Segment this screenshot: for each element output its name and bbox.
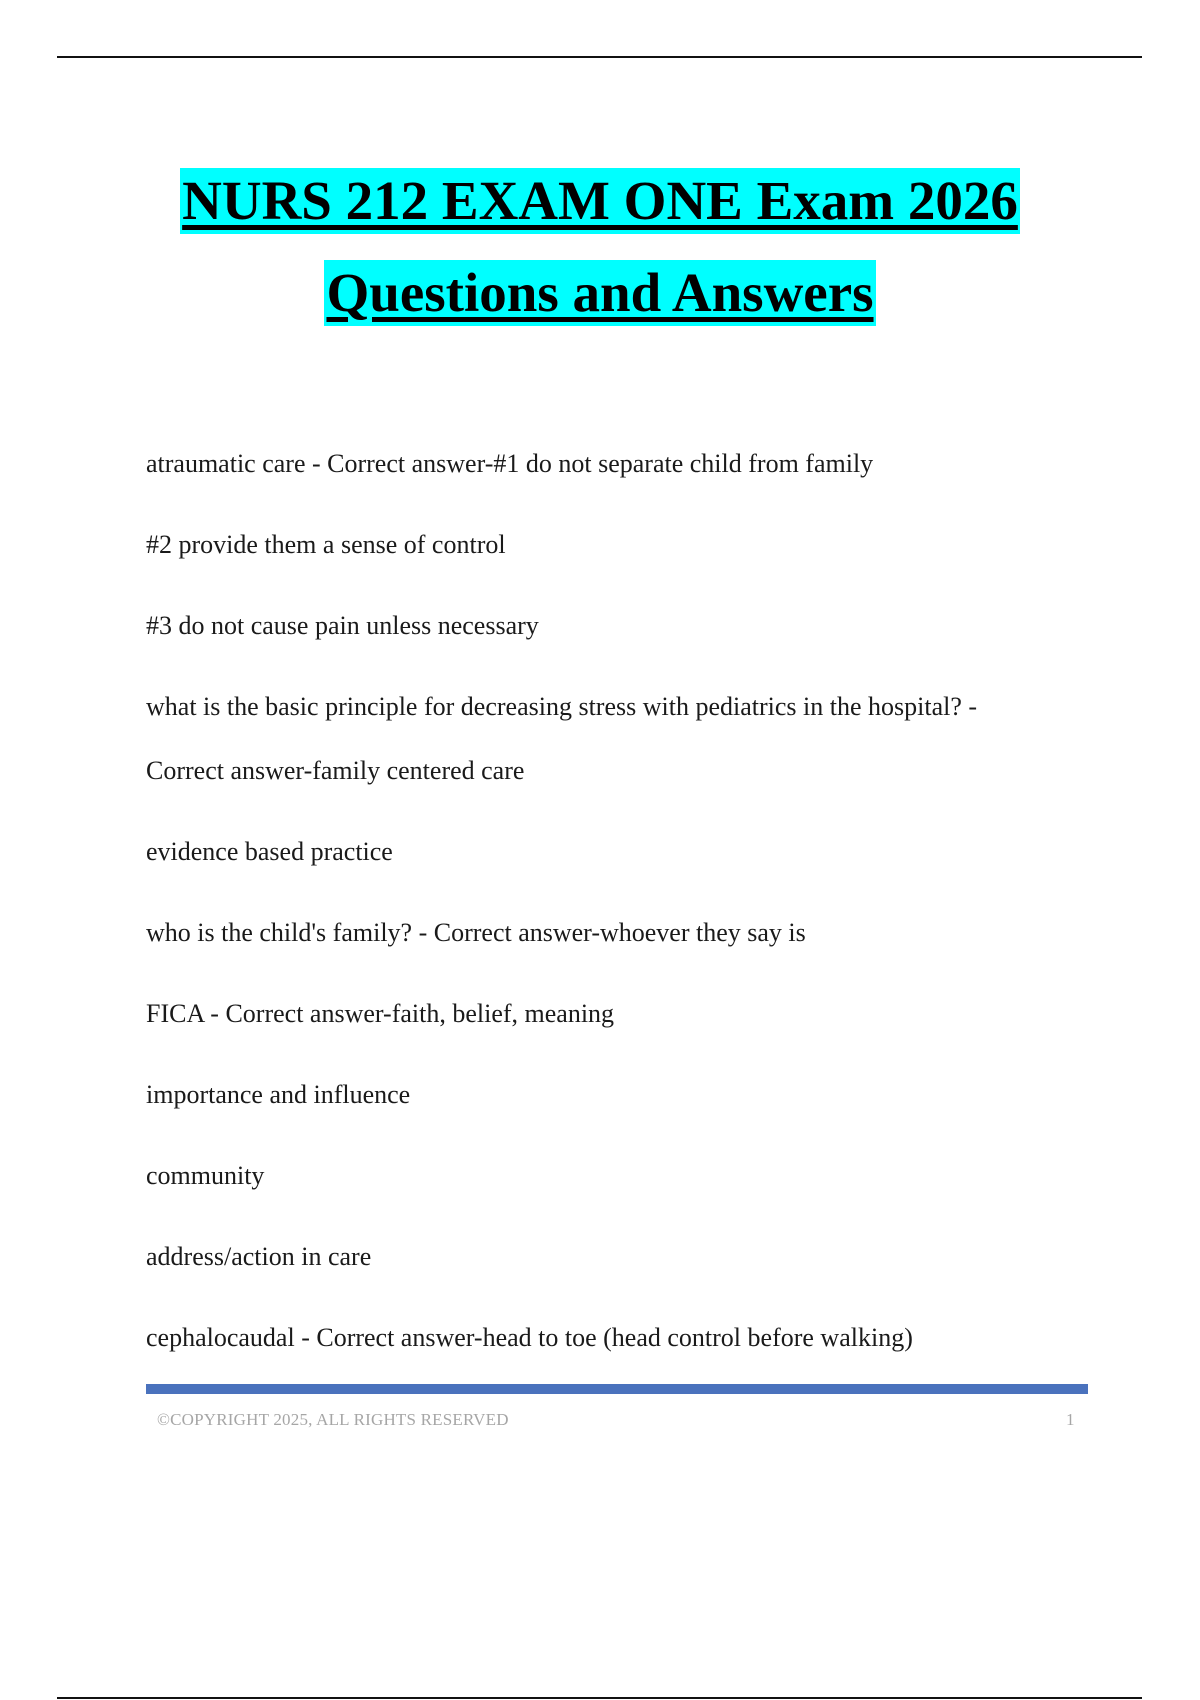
- title-line-1: NURS 212 EXAM ONE Exam 2026: [180, 168, 1020, 234]
- footer-bar: [146, 1384, 1088, 1394]
- page-number: 1: [1066, 1410, 1075, 1429]
- qa-line: FICA - Correct answer-faith, belief, meaning: [146, 999, 615, 1028]
- qa-line: what is the basic principle for decreasing stress with pediatrics in the hospital? -: [146, 692, 978, 721]
- qa-line: #2 provide them a sense of control: [146, 530, 506, 559]
- qa-line: importance and influence: [146, 1080, 411, 1109]
- qa-line: evidence based practice: [146, 837, 393, 866]
- top-rule: [57, 56, 1142, 58]
- title-line-2: Questions and Answers: [324, 260, 875, 326]
- qa-line: Correct answer-family centered care: [146, 756, 525, 785]
- qa-line: cephalocaudal - Correct answer-head to toe (head control before walking): [146, 1323, 913, 1352]
- qa-line: who is the child's family? - Correct answer-whoever they say is: [146, 918, 806, 947]
- qa-line: atraumatic care - Correct answer-#1 do not separate child from family: [146, 449, 874, 478]
- bottom-rule: [57, 1697, 1142, 1699]
- qa-line: address/action in care: [146, 1242, 372, 1271]
- qa-line: #3 do not cause pain unless necessary: [146, 611, 539, 640]
- document-title: [0, 168, 1200, 326]
- qa-line: community: [146, 1161, 265, 1190]
- footer-copyright: ©COPYRIGHT 2025, ALL RIGHTS RESERVED: [157, 1410, 509, 1429]
